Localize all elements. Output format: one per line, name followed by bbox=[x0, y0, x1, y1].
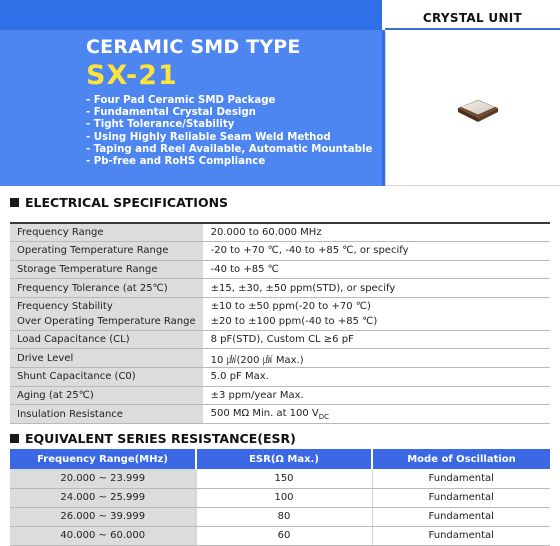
esr-header-row bbox=[10, 449, 550, 469]
esr-heading bbox=[10, 431, 296, 446]
esr-frequency-cell: 26.000 ~ 39.999 bbox=[10, 507, 196, 526]
esr-mode-cell: Fundamental bbox=[372, 507, 550, 526]
esr-frequency-cell: 24.000 ~ 25.999 bbox=[10, 488, 196, 507]
feature-item: - Tight Tolerance/Stability bbox=[86, 119, 235, 131]
spec-label: Frequency Range bbox=[10, 223, 203, 242]
spec-label: Insulation Resistance bbox=[10, 405, 203, 424]
esr-value-cell: 60 bbox=[196, 526, 372, 545]
column-header: Mode of Oscillation bbox=[372, 449, 550, 469]
table-row bbox=[10, 526, 550, 545]
table-row bbox=[10, 349, 550, 368]
electrical-specs-title: ELECTRICAL SPECIFICATIONS bbox=[25, 195, 229, 210]
spec-value bbox=[203, 405, 550, 424]
esr-value-cell: 150 bbox=[196, 469, 372, 488]
bullet-square-icon bbox=[10, 434, 19, 443]
spec-value: -20 to +70 ℃, -40 to +85 ℃, or specify bbox=[203, 242, 550, 261]
spec-label: Frequency Tolerance (at 25℃) bbox=[10, 279, 203, 298]
spec-value bbox=[203, 297, 550, 330]
spec-label: Storage Temperature Range bbox=[10, 260, 203, 279]
table-row bbox=[10, 507, 550, 526]
spec-value-text: 500 MΩ Min. at 100 V bbox=[210, 407, 319, 419]
esr-frequency-cell: 20.000 ~ 23.999 bbox=[10, 469, 196, 488]
spec-value-subscript: DC bbox=[318, 412, 330, 421]
feature-item: - Pb-free and RoHS Compliance bbox=[86, 156, 266, 168]
spec-value: 5.0 pF Max. bbox=[203, 368, 550, 387]
electrical-specs-heading bbox=[10, 195, 228, 210]
spec-value: -40 to +85 ℃ bbox=[203, 260, 550, 279]
feature-item: - Using Highly Reliable Seam Weld Method bbox=[86, 131, 331, 143]
spec-value: 8 pF(STD), Custom CL ≥6 pF bbox=[203, 330, 550, 349]
category-tag: CRYSTAL UNIT bbox=[385, 8, 560, 30]
spec-label: Aging (at 25℃) bbox=[10, 386, 203, 405]
table-row bbox=[10, 330, 550, 349]
esr-mode-cell: Fundamental bbox=[372, 526, 550, 545]
spec-value-line: ±10 to ±50 ppm(-20 to +70 ℃) bbox=[210, 300, 371, 312]
esr-frequency-cell: 40.000 ~ 60.000 bbox=[10, 526, 196, 545]
esr-mode-cell: Fundamental bbox=[372, 488, 550, 507]
product-type-title: CERAMIC SMD TYPE bbox=[86, 36, 301, 58]
table-row bbox=[10, 368, 550, 387]
spec-label-line: Over Operating Temperature Range bbox=[17, 315, 196, 327]
esr-mode-cell: Fundamental bbox=[372, 469, 550, 488]
product-header bbox=[0, 0, 560, 186]
spec-value: 20.000 to 60.000 MHz bbox=[203, 223, 550, 242]
table-row bbox=[10, 242, 550, 261]
spec-label: Shunt Capacitance (C0) bbox=[10, 368, 203, 387]
feature-item: - Taping and Reel Available, Automatic Mountable bbox=[86, 143, 373, 155]
bullet-square-icon bbox=[10, 198, 19, 207]
banner-top-strip bbox=[0, 0, 382, 30]
electrical-specs-table bbox=[10, 222, 550, 424]
table-row bbox=[10, 297, 550, 330]
spec-value-line: ±20 to ±100 ppm(-40 to +85 ℃) bbox=[210, 315, 378, 327]
table-row bbox=[10, 260, 550, 279]
table-row bbox=[10, 488, 550, 507]
spec-value: ±3 ppm/year Max. bbox=[203, 386, 550, 405]
spec-label: Load Capacitance (CL) bbox=[10, 330, 203, 349]
spec-label bbox=[10, 297, 203, 330]
spec-value: ±15, ±30, ±50 ppm(STD), or specify bbox=[203, 279, 550, 298]
model-number: SX-21 bbox=[86, 60, 178, 91]
table-row bbox=[10, 223, 550, 242]
esr-table bbox=[10, 449, 550, 546]
table-row bbox=[10, 386, 550, 405]
crystal-chip-image bbox=[452, 92, 502, 128]
esr-value-cell: 100 bbox=[196, 488, 372, 507]
spec-label: Drive Level bbox=[10, 349, 203, 368]
esr-value-cell: 80 bbox=[196, 507, 372, 526]
column-header: ESR(Ω Max.) bbox=[196, 449, 372, 469]
product-photo-panel bbox=[385, 32, 560, 186]
column-header: Frequency Range(MHz) bbox=[10, 449, 196, 469]
spec-value: 10 ㎼(200 ㎼ Max.) bbox=[203, 349, 550, 368]
feature-item: - Fundamental Crystal Design bbox=[86, 107, 256, 119]
spec-label-line: Frequency Stability bbox=[17, 300, 113, 312]
feature-list bbox=[86, 95, 372, 168]
feature-item: - Four Pad Ceramic SMD Package bbox=[86, 95, 276, 106]
spec-label: Operating Temperature Range bbox=[10, 242, 203, 261]
table-row bbox=[10, 405, 550, 424]
esr-title: EQUIVALENT SERIES RESISTANCE(ESR) bbox=[25, 431, 296, 446]
table-row bbox=[10, 469, 550, 488]
blue-banner bbox=[0, 0, 382, 186]
table-row bbox=[10, 279, 550, 298]
